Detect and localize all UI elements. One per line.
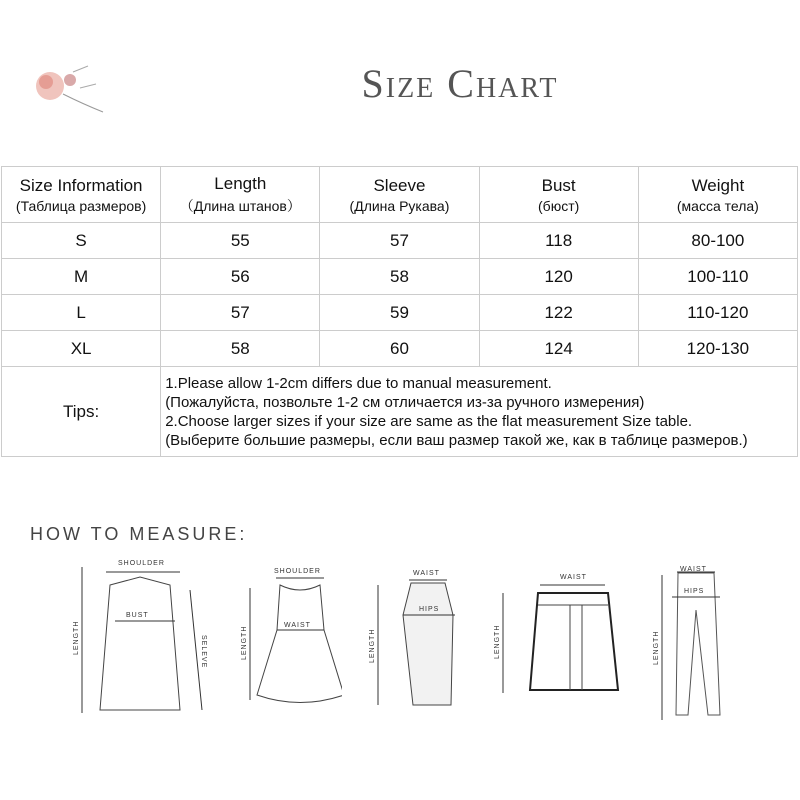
dress-illustration	[232, 555, 342, 730]
svg-text:HIPS: HIPS	[684, 588, 705, 595]
svg-text:SHOULDER: SHOULDER	[118, 560, 165, 567]
page-title: Size Chart	[361, 61, 559, 106]
pants-illustration	[650, 555, 750, 730]
svg-text:BUST: BUST	[126, 612, 149, 619]
table-row: XL 58 60 124 120-130	[2, 331, 798, 367]
skirt-illustration	[365, 555, 455, 730]
header-sleeve: Sleeve (Длина Рукава)	[320, 167, 479, 223]
jacket-illustration	[70, 555, 220, 730]
tips-text: 1.Please allow 1-2cm differs due to manual measurement. (Пожалуйста, позвольте 1-2 см отличается из-за ручного измерения) 2.Choose larger sizes if your size are same as the flat measurement Size table. (Выберите большие размеры, если ваш размер такой же, как в таблице размеров.)	[161, 367, 798, 457]
svg-text:HIPS: HIPS	[419, 606, 440, 613]
svg-text:LENGTH: LENGTH	[494, 624, 501, 659]
how-to-measure-heading: HOW TO MEASURE:	[30, 524, 248, 544]
table-header-row	[2, 167, 798, 223]
shorts-illustration	[490, 555, 620, 730]
header-size: Size Information (Таблица размеров)	[2, 167, 161, 223]
svg-text:WAIST: WAIST	[413, 570, 440, 577]
svg-text:LENGTH: LENGTH	[73, 620, 80, 655]
table-row: S 55 57 118 80-100	[2, 223, 798, 259]
svg-text:WAIST: WAIST	[560, 574, 587, 581]
tips-row	[2, 367, 798, 457]
svg-text:LENGTH: LENGTH	[653, 630, 660, 665]
table-row: M 56 58 120 100-110	[2, 259, 798, 295]
svg-text:LENGTH: LENGTH	[241, 625, 248, 660]
header-length: Length （Длина штанов）	[161, 167, 320, 223]
svg-text:SELEVE: SELEVE	[200, 635, 207, 669]
svg-text:LENGTH: LENGTH	[369, 628, 376, 663]
size-table	[1, 166, 798, 457]
svg-text:SHOULDER: SHOULDER	[274, 568, 321, 575]
header-bust: Bust (бюст)	[479, 167, 638, 223]
tips-label: Tips:	[2, 367, 161, 457]
table-row: L 57 59 122 110-120	[2, 295, 798, 331]
header-weight: Weight (масса тела)	[638, 167, 797, 223]
svg-text:WAIST: WAIST	[284, 622, 311, 629]
svg-text:WAIST: WAIST	[680, 566, 707, 573]
